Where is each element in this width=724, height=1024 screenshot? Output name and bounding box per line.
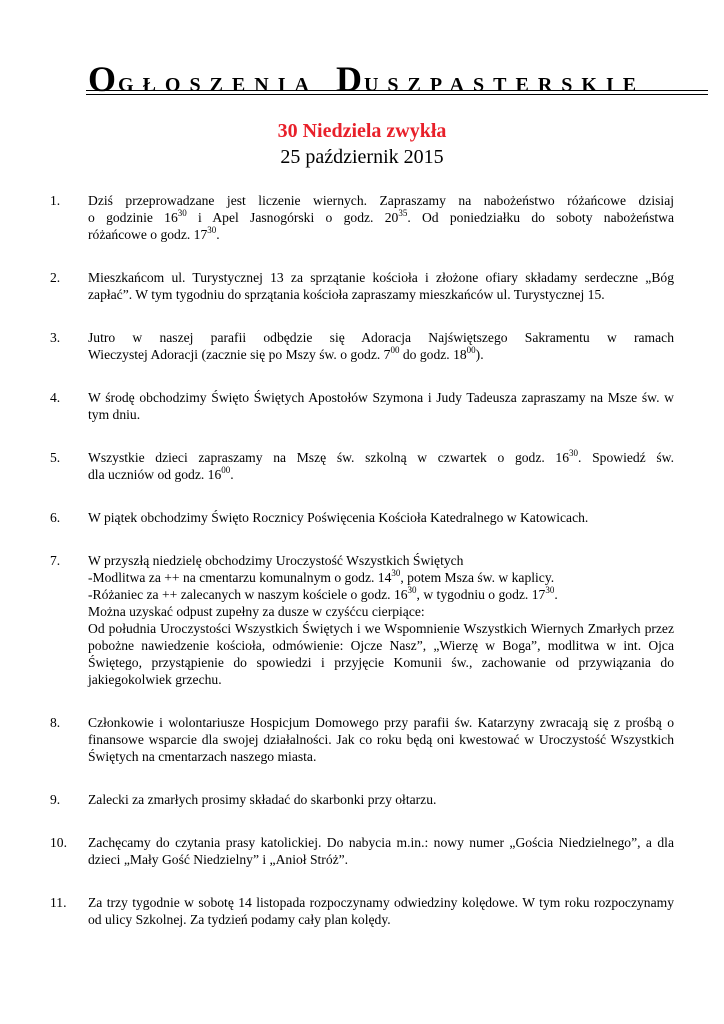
item-paragraph: Od południa Uroczystości Wszystkich Świętych i we Wspomnienie Wszystkich Wiernych Zmarłych przez pobożne nawiedzenie kościoła, odmówienie: Ojcze Nasz”, „Wierzę w Boga”, modlitwa w int. Ojca Świętego, przystąpienie do spowiedzi i przyjęcie Komunii św., zachowanie od przywiązania do jakiegokolwiek grzechu. bbox=[88, 621, 674, 687]
list-item bbox=[50, 329, 674, 363]
item-text: Mieszkańcom ul. Turystycznej 13 za sprzątanie kościoła i złożone ofiary składamy serdeczne „Bóg zapłać”. W tym tygodniu do sprzątania kościoła zapraszamy mieszkańców ul. Turystycznej 15. bbox=[88, 270, 674, 302]
list-item bbox=[50, 894, 674, 928]
list-item bbox=[50, 389, 674, 423]
item-text: W piątek obchodzimy Święto Rocznicy Poświęcenia Kościoła Katedralnego w Katowicach. bbox=[88, 510, 589, 525]
sunday-name: 30 Niedziela zwykła bbox=[277, 120, 447, 142]
item-number: 5. bbox=[50, 450, 61, 465]
item-number: 3. bbox=[50, 330, 61, 345]
item-number: 10. bbox=[50, 835, 67, 850]
item-line: Wszystkie dzieci zapraszamy na Mszę św. szkolną w czwartek o godz. $16^{30}$. Spowiedź św. bbox=[88, 448, 674, 465]
item-number: 1. bbox=[50, 193, 61, 208]
item-line: Dziś przeprowadzane jest liczenie wiernych. Zapraszamy na nabożeństwo różańcowe dzisiaj bbox=[88, 193, 674, 208]
item-text bbox=[88, 192, 674, 243]
item-text: Członkowie i wolontariusze Hospicjum Domowego przy parafii św. Katarzyny zwracają się z prośbą o finansowe wsparcie dla swojej działalności. Jak co roku będą oni kwestować w Uroczystość Wszystkich Świętych na cmentarzach naszego miasta. bbox=[88, 715, 674, 764]
item-text bbox=[88, 329, 674, 363]
item-line: różańcowe o godz. $17^{30}$. bbox=[88, 225, 220, 242]
item-number: 9. bbox=[50, 792, 61, 807]
item-line: o godzinie $16^{30}$ i Apel Jasnogórski o godz. $20^{35}$. Od poniedziałku do soboty nabożeństwa bbox=[88, 208, 674, 225]
list-item bbox=[50, 791, 674, 808]
title-underline-second bbox=[86, 94, 708, 95]
title-word-duszpasterskie: DUSZPASTERSKIE bbox=[335, 59, 646, 99]
announcement-list bbox=[50, 192, 674, 954]
item-number: 7. bbox=[50, 553, 61, 568]
item-line: Jutro w naszej parafii odbędzie się Adoracja Najświętszego Sakramentu w ramach bbox=[88, 330, 674, 345]
title-word-ogloszenia: OGŁOSZENIA bbox=[88, 59, 318, 99]
title-underline bbox=[86, 90, 708, 91]
item-line: W przyszłą niedzielę obchodzimy Uroczystość Wszystkich Świętych bbox=[88, 553, 464, 568]
item-number: 11. bbox=[50, 895, 67, 910]
item-line: -Różaniec za ++ zalecanych w naszym kościele o godz. $16^{30}$, w tygodniu o godz. $17^{30}$. bbox=[88, 585, 558, 602]
item-text bbox=[88, 552, 674, 688]
item-line: dla uczniów od godz. $16^{00}$. bbox=[88, 465, 234, 482]
item-text: Zalecki za zmarłych prosimy składać do skarbonki przy ołtarzu. bbox=[88, 792, 437, 807]
item-text bbox=[88, 449, 674, 483]
list-item bbox=[50, 714, 674, 765]
item-number: 4. bbox=[50, 390, 61, 405]
list-item bbox=[50, 192, 674, 243]
item-text: Zachęcamy do czytania prasy katolickiej. Do nabycia m.in.: nowy numer „Gościa Niedzielnego”, a dla dzieci „Mały Gość Niedzielny” i „Anioł Stróż”. bbox=[88, 835, 674, 867]
list-item bbox=[50, 552, 674, 688]
date-line: 25 październik 2015 bbox=[280, 146, 444, 168]
item-number: 6. bbox=[50, 510, 61, 525]
item-line: Można uzyskać odpust zupełny za dusze w czyśćcu cierpiące: bbox=[88, 604, 425, 619]
list-item bbox=[50, 269, 674, 303]
item-number: 8. bbox=[50, 715, 61, 730]
item-line: Wieczystej Adoracji (zacznie się po Mszy św. o godz. $7^{00}$ do godz. $18^{00}$). bbox=[88, 345, 484, 362]
item-line: -Modlitwa za ++ na cmentarzu komunalnym o godz. $14^{30}$, potem Msza św. w kaplicy. bbox=[88, 568, 555, 585]
item-text: Za trzy tygodnie w sobotę 14 listopada rozpoczynamy odwiedziny kolędowe. W tym roku rozpoczynamy od ulicy Szkolnej. Za tydzień podamy cały plan kolędy. bbox=[88, 895, 674, 927]
item-number: 2. bbox=[50, 270, 61, 285]
list-item bbox=[50, 509, 674, 526]
item-text: W środę obchodzimy Święto Świętych Apostołów Szymona i Judy Tadeusza zapraszamy na Msze św. w tym dniu. bbox=[88, 390, 674, 422]
list-item bbox=[50, 834, 674, 868]
list-item bbox=[50, 449, 674, 483]
